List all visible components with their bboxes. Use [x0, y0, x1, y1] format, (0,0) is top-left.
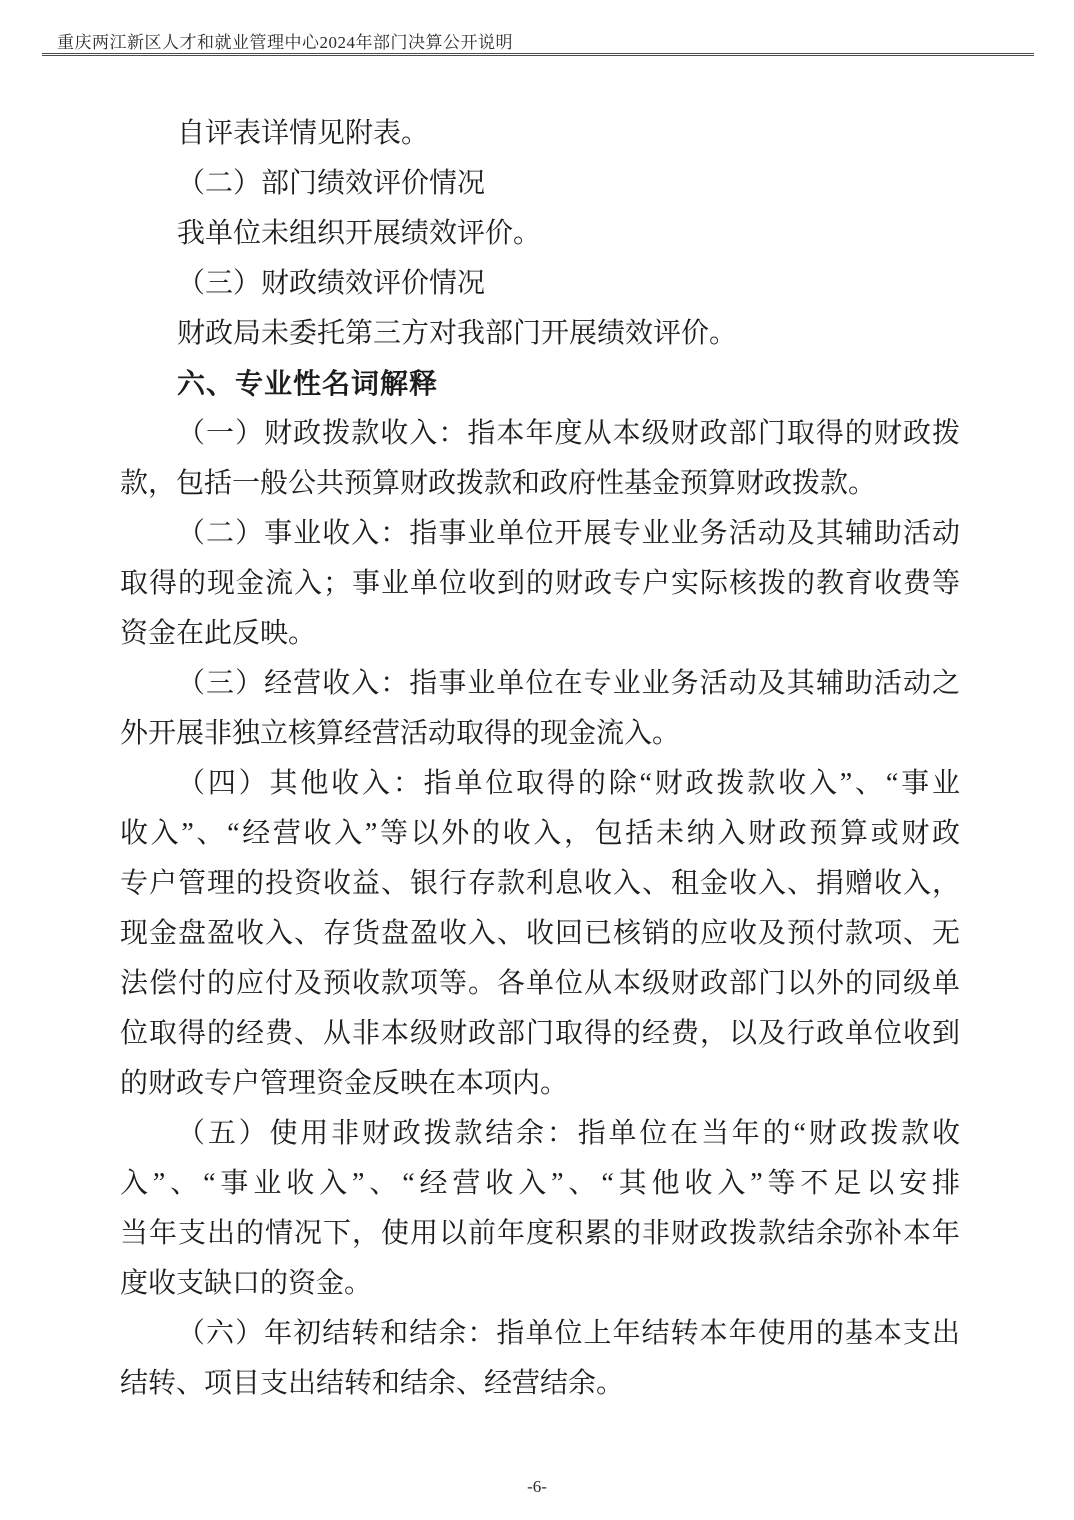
text-line: 自评表详情见附表。: [177, 118, 430, 149]
text-line: 法偿付的应付及预收款项等。各单位从本级财政部门以外的同级单: [120, 968, 960, 999]
text-line: 财政局未委托第三方对我部门开展绩效评价。: [177, 318, 738, 349]
text-line: 结转、项目支出结转和结余、经营结余。: [120, 1368, 625, 1399]
text-line: （五）使用非财政拨款结余：指单位在当年的“财政拨款收: [177, 1118, 960, 1149]
text-line: 的财政专户管理资金反映在本项内。: [120, 1068, 569, 1099]
text-line: 取得的现金流入；事业单位收到的财政专户实际核拨的教育收费等: [120, 568, 960, 599]
text-line: 外开展非独立核算经营活动取得的现金流入。: [120, 718, 681, 749]
document-body: [120, 109, 960, 1409]
text-line: 收入”、“经营收入”等以外的收入，包括未纳入财政预算或财政: [120, 818, 960, 849]
text-line: （三）财政绩效评价情况: [177, 268, 486, 299]
text-line: （三）经营收入：指事业单位在专业业务活动及其辅助活动之: [177, 668, 960, 699]
page-footer: [0, 1477, 1074, 1497]
text-line: 度收支缺口的资金。: [120, 1268, 373, 1299]
text-line: 位取得的经费、从非本级财政部门取得的经费，以及行政单位收到: [120, 1018, 960, 1049]
header-rule: [42, 53, 1034, 56]
section-heading: 六、专业性名词解释: [177, 368, 439, 399]
text-line: 我单位未组织开展绩效评价。: [177, 218, 542, 249]
text-line: （一）财政拨款收入：指本年度从本级财政部门取得的财政拨: [177, 418, 960, 449]
text-line: （二）部门绩效评价情况: [177, 168, 486, 199]
text-line: 入”、“事业收入”、“经营收入”、“其他收入”等不足以安排: [120, 1168, 960, 1199]
text-line: （四）其他收入：指单位取得的除“财政拨款收入”、“事业: [177, 768, 960, 799]
header-title: 重庆两江新区人才和就业管理中心2024年部门决算公开说明: [57, 33, 513, 52]
text-line: （六）年初结转和结余：指单位上年结转本年使用的基本支出: [177, 1318, 960, 1349]
text-line: 现金盘盈收入、存货盘盈收入、收回已核销的应收及预付款项、无: [120, 918, 960, 949]
text-line: 资金在此反映。: [120, 618, 317, 649]
text-line: 款，包括一般公共预算财政拨款和政府性基金预算财政拨款。: [120, 468, 877, 499]
text-line: 当年支出的情况下，使用以前年度积累的非财政拨款结余弥补本年: [120, 1218, 960, 1249]
text-line: （二）事业收入：指事业单位开展专业业务活动及其辅助活动: [177, 518, 960, 549]
text-line: 专户管理的投资收益、银行存款利息收入、租金收入、捐赠收入，: [120, 868, 960, 899]
page-number: -6-: [527, 1477, 547, 1496]
